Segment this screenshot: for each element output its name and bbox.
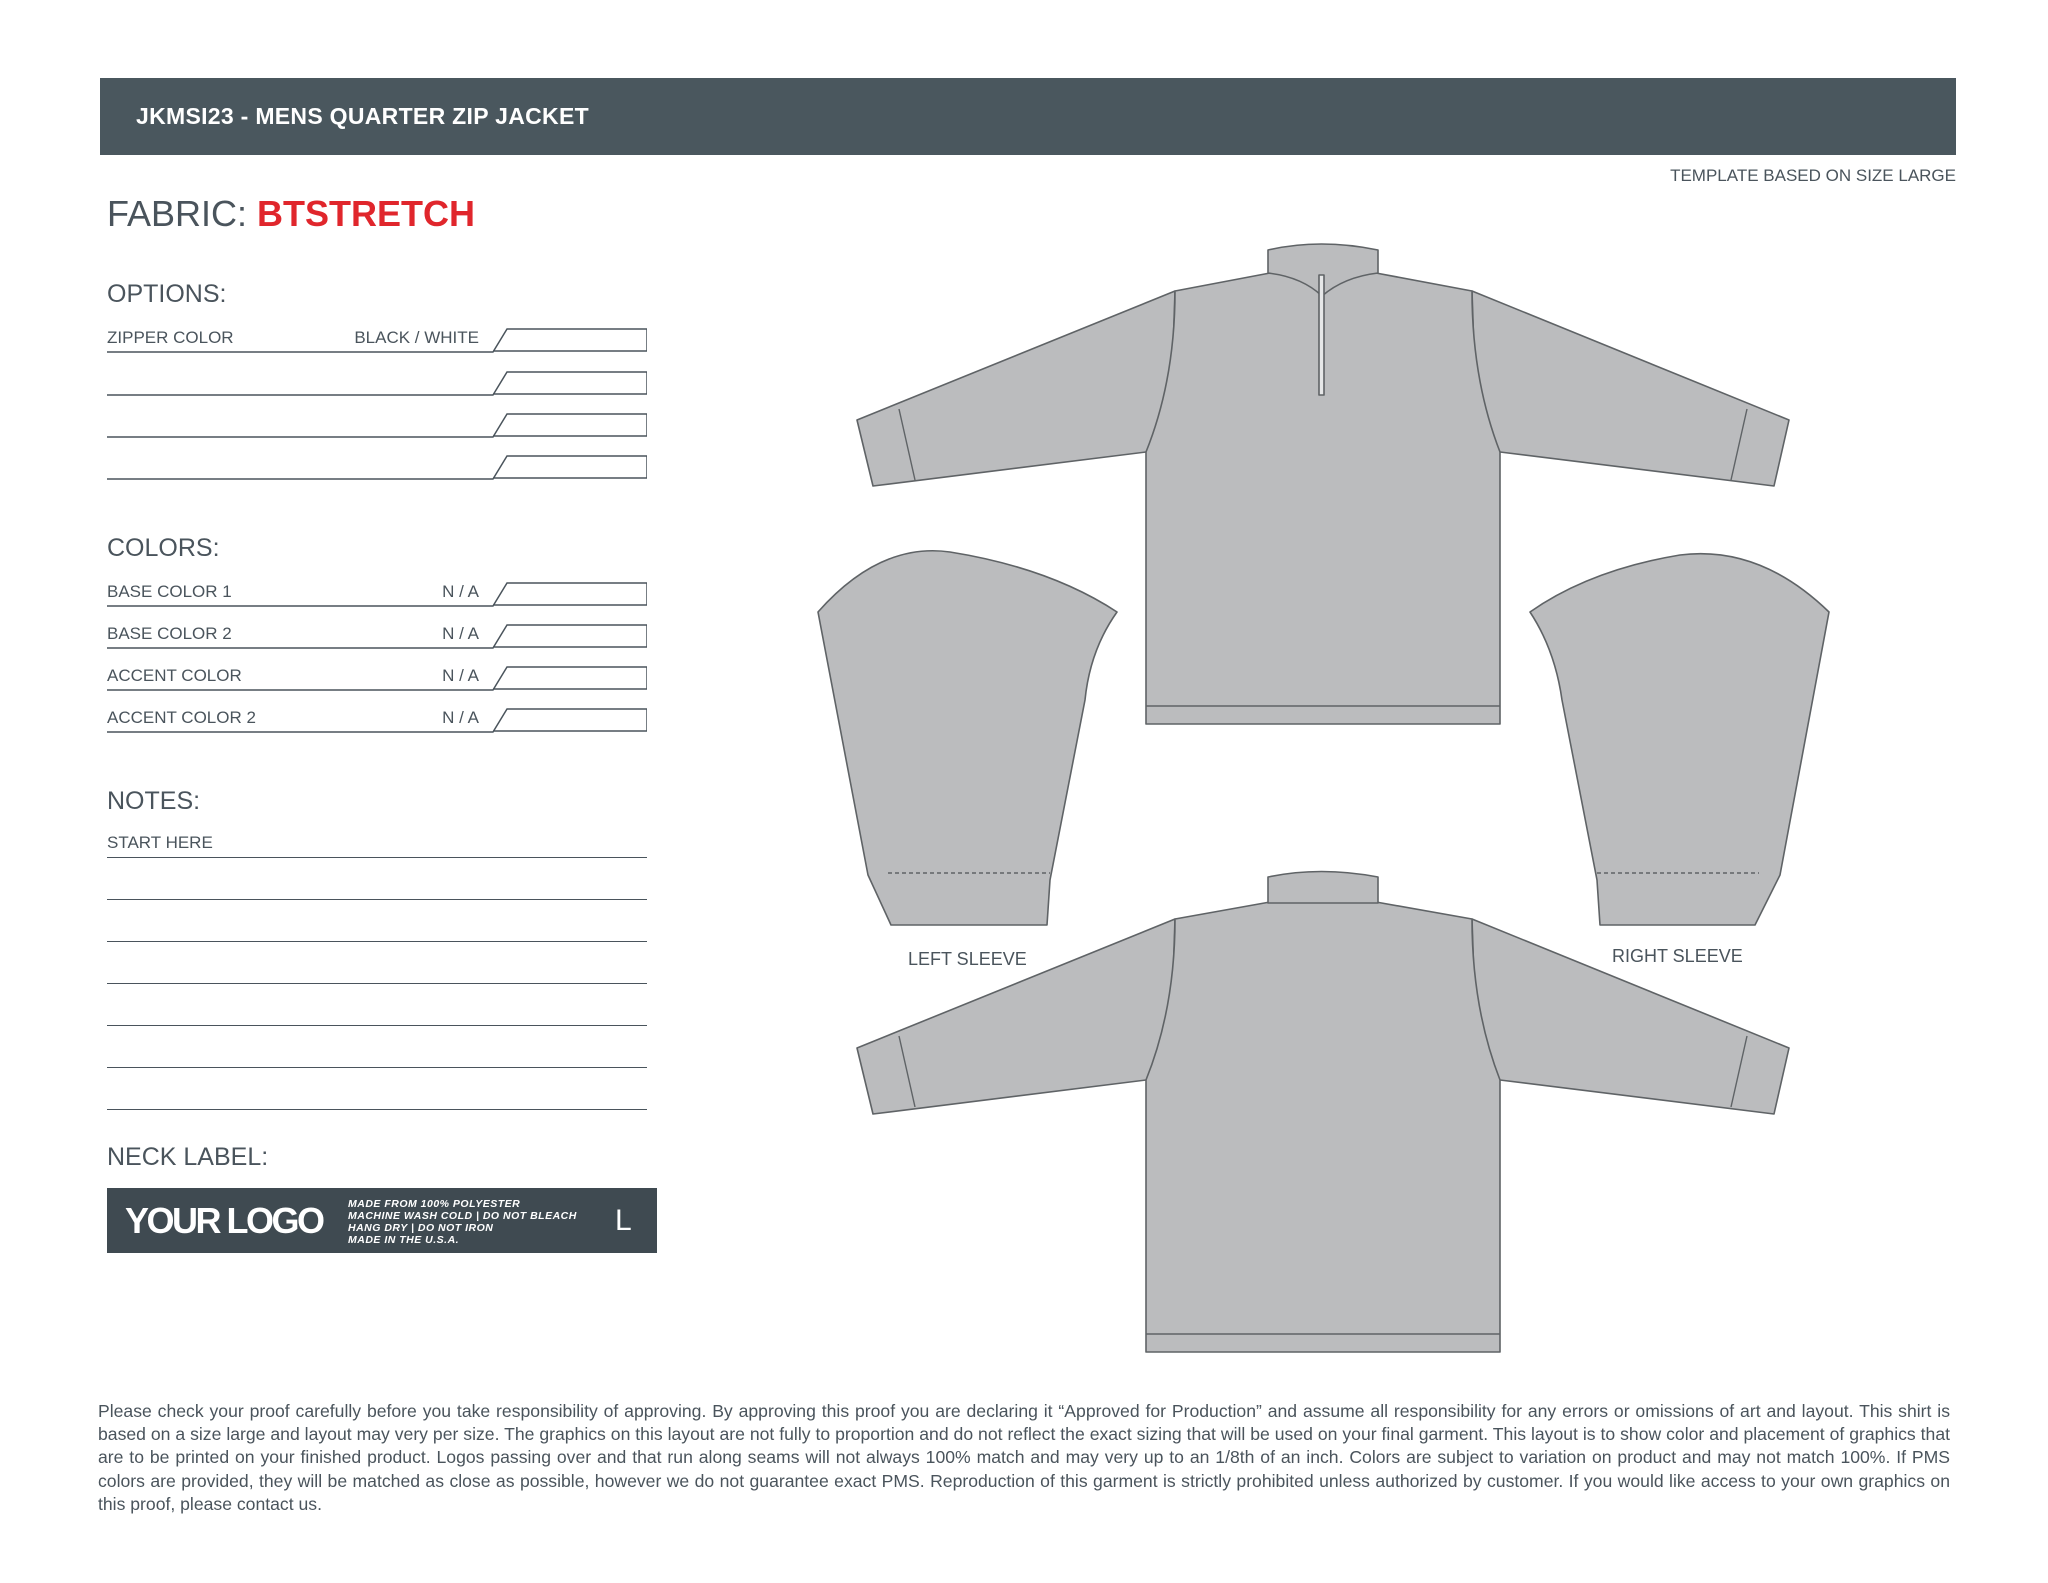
option-value: BLACK / WHITE	[354, 328, 479, 347]
logo-placeholder: YOUR LOGO	[125, 1200, 323, 1241]
page-title: JKMSI23 - MENS QUARTER ZIP JACKET	[136, 103, 589, 129]
color-value: N / A	[442, 708, 479, 727]
option-label: ZIPPER COLOR	[107, 328, 234, 347]
color-label: ACCENT COLOR 2	[107, 708, 256, 727]
front-left-sleeve	[857, 291, 1175, 486]
size-indicator: L	[615, 1204, 632, 1237]
color-label: BASE COLOR 2	[107, 624, 232, 643]
color-value: N / A	[442, 624, 479, 643]
template-note: TEMPLATE BASED ON SIZE LARGE	[1670, 166, 1956, 185]
color-value: N / A	[442, 582, 479, 601]
left-sleeve-view	[818, 551, 1117, 925]
back-view	[857, 872, 1789, 1353]
neck-label-title: NECK LABEL:	[107, 1143, 269, 1171]
color-label: BASE COLOR 1	[107, 582, 232, 601]
fabric-label: FABRIC:	[107, 193, 248, 234]
right-sleeve-view	[1530, 554, 1829, 925]
front-right-sleeve	[1472, 291, 1789, 486]
fabric-value: BTSTRETCH	[257, 193, 476, 234]
color-label: ACCENT COLOR	[107, 666, 242, 685]
care-line: MADE FROM 100% POLYESTER	[348, 1198, 521, 1210]
front-zipper	[1319, 275, 1324, 395]
care-line: MADE IN THE U.S.A.	[348, 1234, 460, 1246]
colors-title: COLORS:	[107, 534, 220, 562]
garment-shapes	[818, 244, 1829, 1352]
options-title: OPTIONS:	[107, 280, 227, 308]
right-sleeve-shape	[1530, 554, 1829, 925]
care-line: MACHINE WASH COLD | DO NOT BLEACH	[348, 1210, 577, 1222]
disclaimer-text: Please check your proof carefully before you take responsibility of approving. By approving this proof you are declaring it “Approved for Production” and assume all responsibility for any errors or omissions of art and layout. This shirt is based on a size large and layout may very per size. The graphics on this layout are not fully to proportion and do not reflect the exact sizing that will be used on your final garment. This layout is to show color and placement of graphics that are to be printed on your finished product. Logos passing over and that run along seams will not always 100% match and may very up to an 1/8th of an inch. Colors are subject to variation on product and may not match 100%. If PMS colors are provided, they will be matched as close as possible, however we do not guarantee exact PMS. Reproduction of this garment is strictly prohibited unless authorized by customer. If you would like access to your own graphics on this proof, please contact us.	[98, 1401, 1950, 1514]
note-text: START HERE	[107, 833, 213, 852]
back-body	[1146, 902, 1500, 1352]
color-value: N / A	[442, 666, 479, 685]
notes-title: NOTES:	[107, 787, 201, 815]
left-sleeve-label: LEFT SLEEVE	[908, 949, 1027, 969]
back-collar	[1268, 872, 1378, 904]
right-sleeve-label: RIGHT SLEEVE	[1612, 946, 1743, 966]
left-sleeve-shape	[818, 551, 1117, 925]
care-line: HANG DRY | DO NOT IRON	[348, 1222, 494, 1234]
